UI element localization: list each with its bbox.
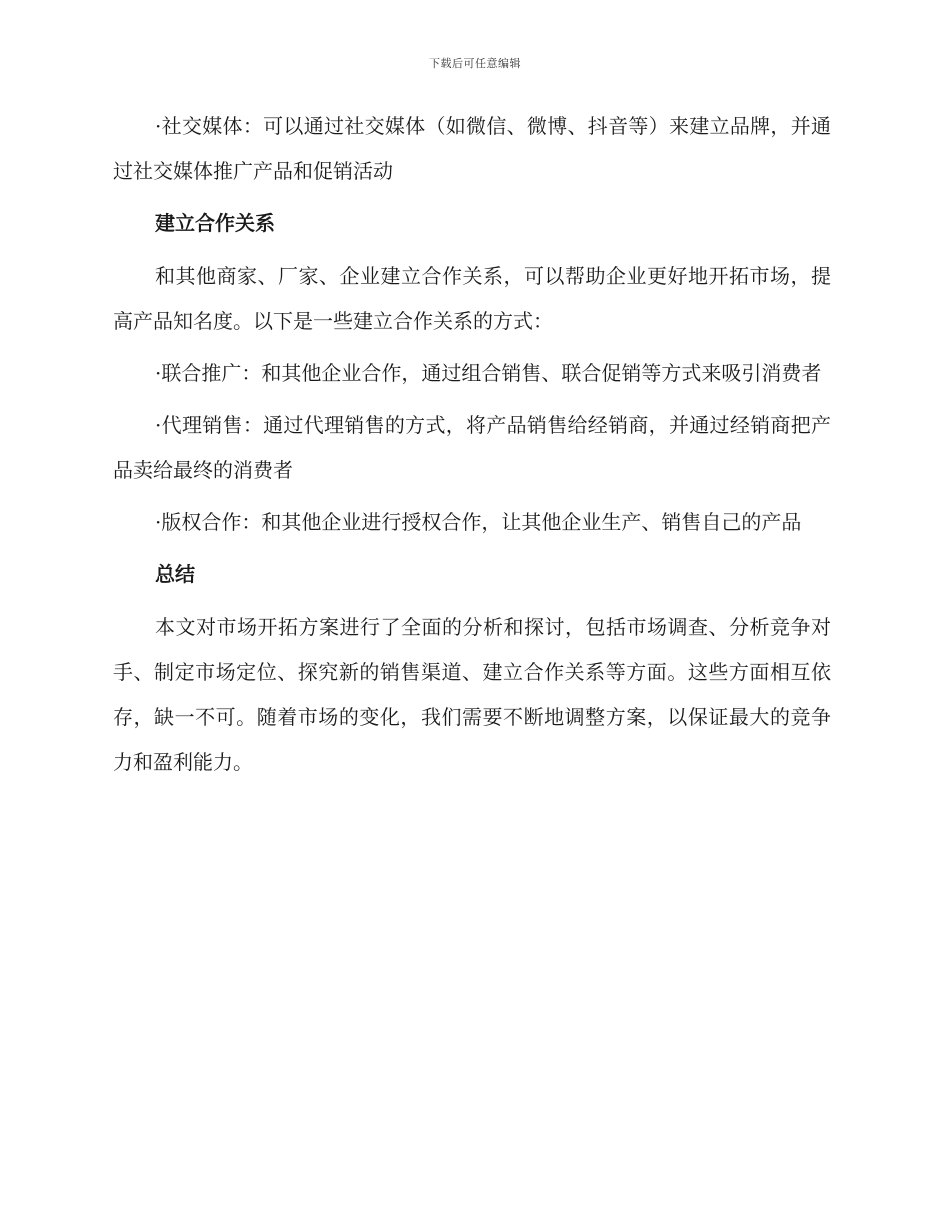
bullet-social-media: ·社交媒体：可以通过社交媒体（如微信、微博、抖音等）来建立品牌，并通过社交媒体推广产品和促销活动 (113, 114, 831, 183)
bullet-agency-sales: ·代理销售：通过代理销售的方式，将产品销售给经销商，并通过经销商把产品卖给最终的消费者 (113, 413, 831, 482)
partnerships-intro-paragraph: 和其他商家、厂家、企业建立合作关系，可以帮助企业更好地开拓市场，提高产品知名度。以下是一些建立合作关系的方式： (113, 264, 831, 333)
section-heading-summary: 总结 (155, 562, 195, 586)
document-body (113, 104, 831, 792)
header-note: 下载后可任意编辑 (429, 57, 521, 70)
summary-paragraph: 本文对市场开拓方案进行了全面的分析和探讨，包括市场调查、分析竞争对手、制定市场定位、探究新的销售渠道、建立合作关系等方面。这些方面相互依存，缺一不可。随着市场的变化，我们需要不断地调整方案，以保证最大的竞争力和盈利能力。 (113, 615, 831, 774)
bullet-copyright-cooperation: ·版权合作：和其他企业进行授权合作，让其他企业生产、销售自己的产品 (155, 510, 802, 534)
section-heading-partnerships: 建立合作关系 (155, 211, 275, 235)
bullet-joint-promotion: ·联合推广：和其他企业合作，通过组合销售、联合促销等方式来吸引消费者 (155, 361, 822, 385)
